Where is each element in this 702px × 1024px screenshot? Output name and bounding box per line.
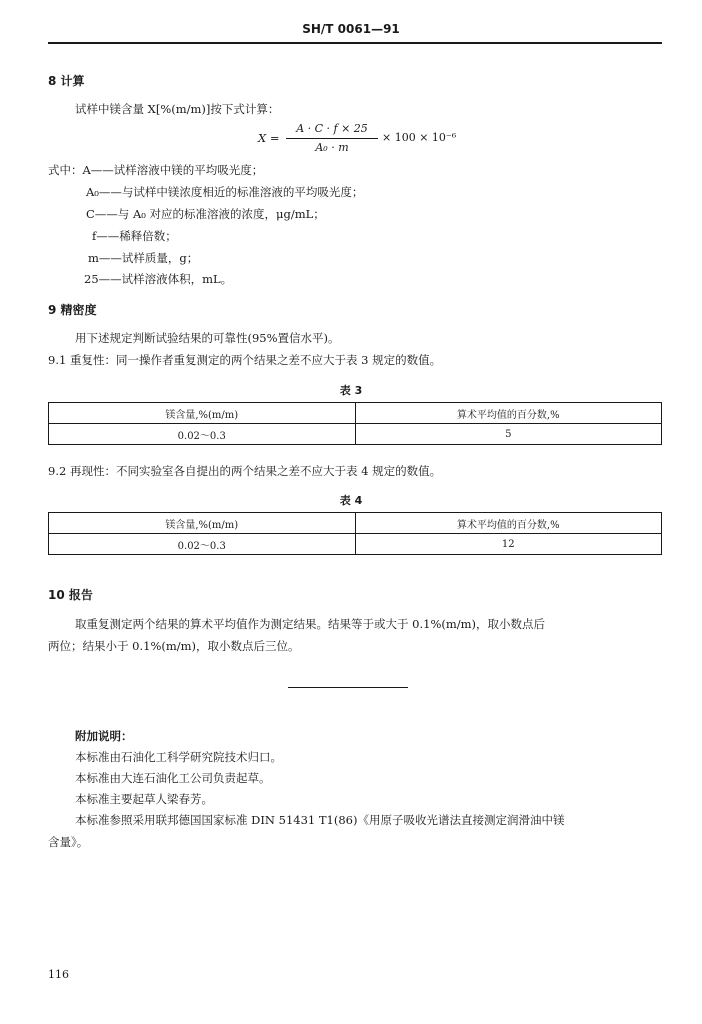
section-9-heading: 9 精密度 (48, 303, 97, 317)
table-4 (48, 512, 662, 555)
var-C: C——与 A₀ 对应的标准溶液的浓度，μg/mL； (86, 207, 325, 221)
end-rule (288, 687, 408, 688)
table-row (49, 424, 662, 445)
section-8-intro: 试样中镁含量 X[%(m/m)]按下式计算： (75, 102, 280, 116)
note-line: 本标准主要起草人梁春芳。 (75, 792, 213, 806)
table-row (49, 534, 662, 555)
table-cell: 12 (355, 534, 662, 555)
table-row (49, 513, 662, 534)
note-line: 含量》。 (48, 835, 89, 849)
formula-denominator: A₀ · m (315, 141, 349, 154)
formula-numerator: A · C · f × 25 (296, 122, 368, 135)
var-m: m——试样质量，g； (88, 251, 199, 265)
table-4-caption: 表 4 (339, 494, 363, 507)
table-cell: 0.02～0.3 (49, 534, 356, 555)
table-3-caption: 表 3 (339, 384, 363, 397)
note-line: 本标准由大连石油化工公司负责起草。 (75, 771, 271, 785)
table-header-cell: 镁含量,%(m/m) (49, 513, 356, 534)
var-f: f——稀释倍数； (92, 229, 177, 243)
var-25: 25——试样溶液体积，mL。 (84, 272, 233, 286)
standard-code: SH/T 0061—91 (302, 22, 400, 36)
section-10-heading: 10 报告 (48, 588, 93, 602)
table-header-cell: 算术平均值的百分数,% (355, 513, 662, 534)
header-rule (48, 42, 662, 44)
var-A: 式中：A——试样溶液中镁的平均吸光度； (48, 163, 264, 177)
section-8-heading: 8 计算 (48, 74, 85, 88)
formula-tail: × 100 × 10⁻⁶ (382, 131, 457, 144)
table-header-cell: 镁含量,%(m/m) (49, 403, 356, 424)
note-line: 本标准由石油化工科学研究院技术归口。 (75, 750, 282, 764)
page-number: 116 (48, 968, 69, 981)
table-row (49, 403, 662, 424)
table-3 (48, 402, 662, 445)
notes-title: 附加说明： (75, 729, 133, 743)
section-10-line-2: 两位；结果小于 0.1%(m/m)，取小数点后三位。 (48, 639, 300, 653)
section-9-1: 9.1 重复性：同一操作者重复测定的两个结果之差不应大于表 3 规定的数值。 (48, 353, 442, 367)
section-9-2: 9.2 再现性：不同实验室各自提出的两个结果之差不应大于表 4 规定的数值。 (48, 464, 442, 478)
fraction-bar (286, 138, 378, 139)
section-9-intro: 用下述规定判断试验结果的可靠性(95%置信水平)。 (75, 331, 340, 345)
note-line: 本标准参照采用联邦德国国家标准 DIN 51431 T1(86)《用原子吸收光谱法直接测定润滑油中镁 (75, 813, 565, 827)
table-cell: 5 (355, 424, 662, 445)
formula-lhs: X = (258, 131, 280, 145)
table-cell: 0.02～0.3 (49, 424, 356, 445)
section-10-line-1: 取重复测定两个结果的算术平均值作为测定结果。结果等于或大于 0.1%(m/m)，取小数点后 (75, 617, 546, 631)
table-header-cell: 算术平均值的百分数,% (355, 403, 662, 424)
var-A0: A₀——与试样中镁浓度相近的标准溶液的平均吸光度； (86, 185, 364, 199)
